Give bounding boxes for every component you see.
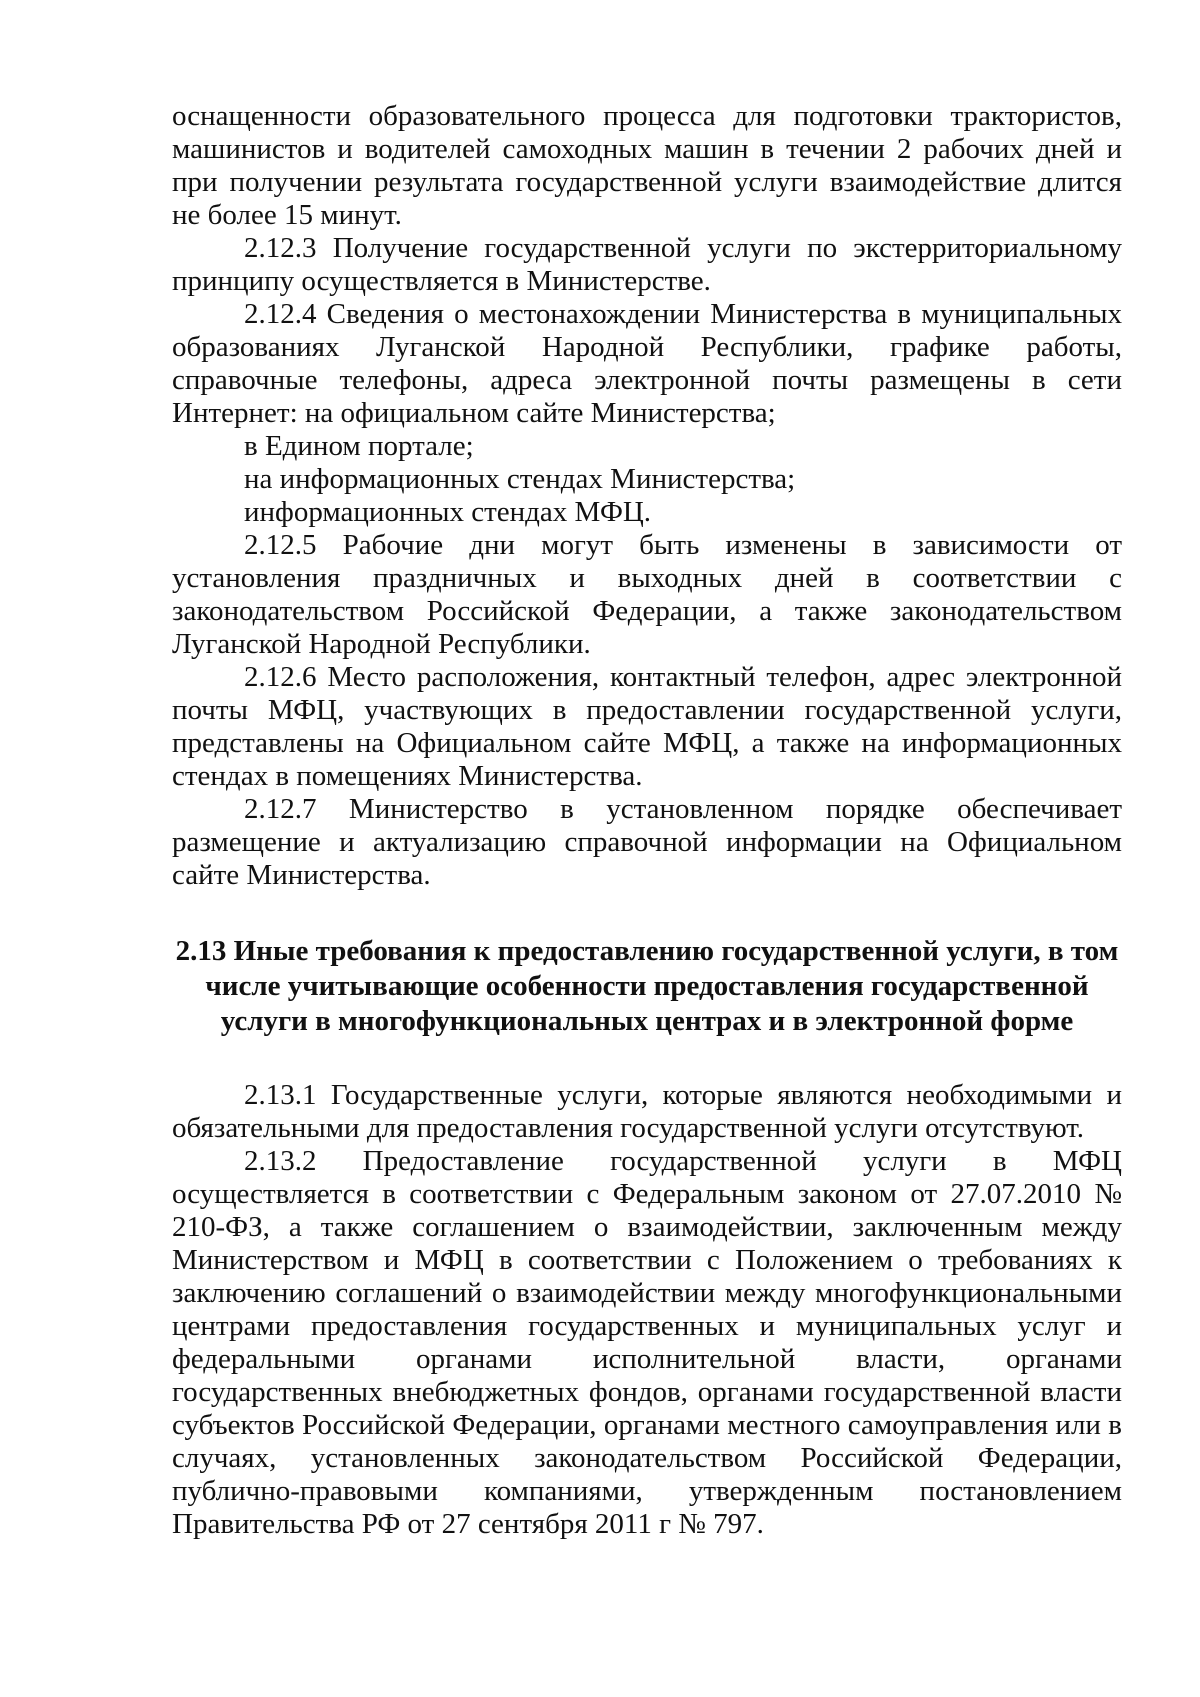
list-item-unified-portal: в Едином портале; [244,430,474,462]
paragraphs-before [172,100,1122,892]
paragraph-2-12-7: 2.12.7 Министерство в установленном порядке обеспечивает размещение и актуализацию справочной информации на Официальном сайте Министерства. [172,793,1122,891]
paragraph-2-13-2: 2.13.2 Предоставление государственной услуги в МФЦ осуществляется в соответствии с Федеральным законом от 27.07.2010 № 210-ФЗ, а также соглашением о взаимодействии, заключенным между Министерством и МФЦ в соответствии с Положением о требованиях к заключению соглашений о взаимодействии между многофункциональными центрами предоставления государственных и муниципальных услуг и федеральными органами исполнительной власти, органами государственных внебюджетных фондов, органами государственной власти субъектов Российской Федерации, органами местного самоуправления или в случаях, установленных законодательством Российской Федерации, публично-правовыми компаниями, утвержденным постановлением Правительства РФ от 27 сентября 2011 г № 797. [172,1145,1122,1540]
paragraphs-after [172,1079,1122,1541]
list-item-mfc-stands: информационных стендах МФЦ. [244,496,652,528]
section-heading-2-13: 2.13 Иные требования к предоставлению государственной услуги, в том числе учитывающие особенности предоставления государственной услуги в многофункциональных центрах и в электронной форме [175,935,1119,1037]
paragraph-2-12-6: 2.12.6 Место расположения, контактный телефон, адрес электронной почты МФЦ, участвующих в предоставлении государственной услуги, представлены на Официальном сайте МФЦ, а также на информационных стендах в помещениях Министерства. [172,661,1122,792]
paragraph-2-12-3: 2.12.3 Получение государственной услуги по экстерриториальному принципу осуществляется в Министерстве. [172,232,1122,297]
paragraph-2-12-5: 2.12.5 Рабочие дни могут быть изменены в зависимости от установления праздничных и выходных дней в соответствии с законодательством Российской Федерации, а также законодательством Луганской Народной Республики. [172,529,1122,660]
paragraph-continuation: оснащенности образовательного процесса для подготовки трактористов, машинистов и водителей самоходных машин в течении 2 рабочих дней и при получении результата государственной услуги взаимодействие длится не более 15 минут. [172,100,1122,231]
paragraph-2-12-4: 2.12.4 Сведения о местонахождении Министерства в муниципальных образованиях Луганской Народной Республики, графике работы, справочные телефоны, адреса электронной почты размещены в сети Интернет: на официальном сайте Министерства; [172,298,1122,429]
document-page [172,100,1122,1541]
paragraph-2-13-1: 2.13.1 Государственные услуги, которые являются необходимыми и обязательными для предоставления государственной услуги отсутствуют. [172,1079,1122,1144]
list-item-ministry-stands: на информационных стендах Министерства; [244,463,796,495]
